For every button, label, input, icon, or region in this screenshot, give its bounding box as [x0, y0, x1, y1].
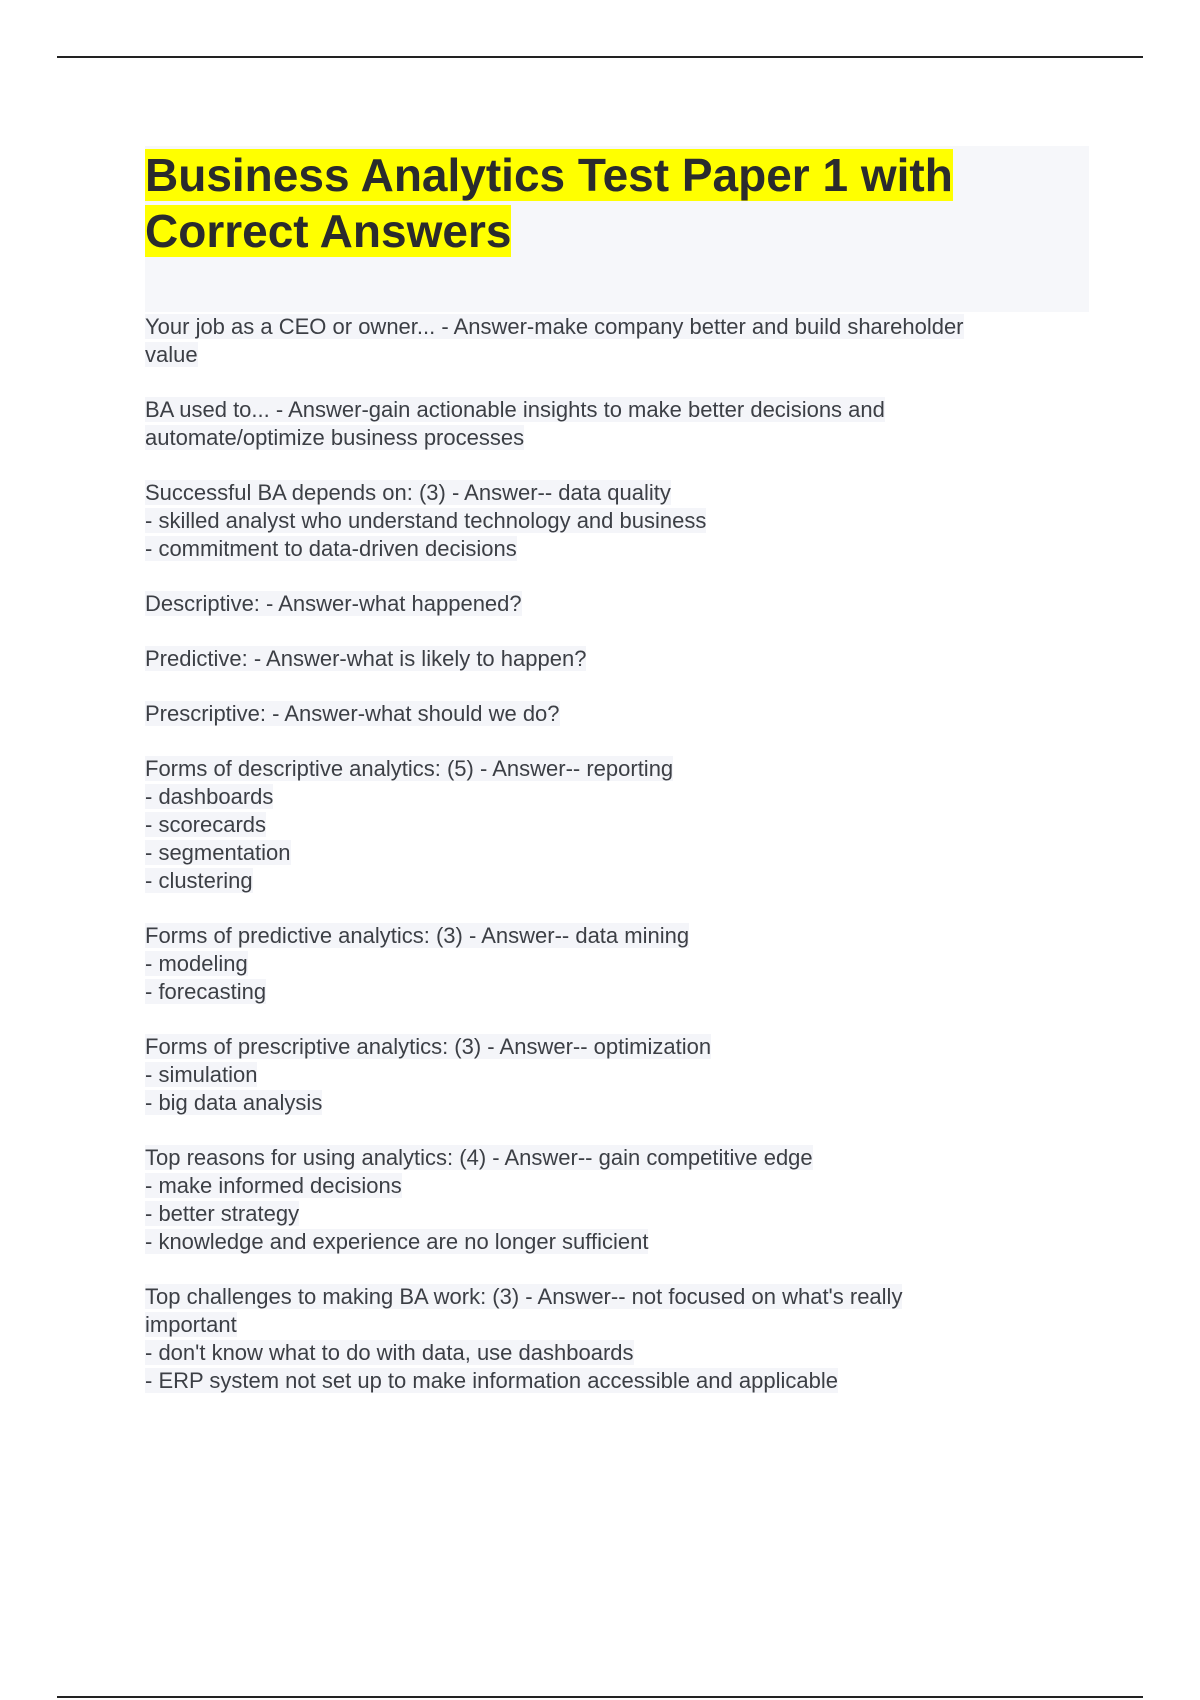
qa-list — [145, 313, 1075, 1422]
qa-line-wrapper — [145, 1367, 1075, 1395]
qa-question-line: Descriptive: - Answer-what happened? — [145, 591, 522, 616]
qa-question-line: Top reasons for using analytics: (4) - Answer-- gain competitive edge — [145, 1145, 813, 1170]
qa-line-wrapper — [145, 645, 1075, 673]
qa-line-wrapper — [145, 1200, 1075, 1228]
qa-answer-line: - simulation — [145, 1062, 258, 1087]
qa-question-line: Forms of descriptive analytics: (5) - Answer-- reporting — [145, 756, 674, 781]
qa-line-wrapper — [145, 1283, 1075, 1311]
qa-answer-line: automate/optimize business processes — [145, 425, 525, 450]
qa-line-wrapper — [145, 978, 1075, 1006]
qa-question-line: Predictive: - Answer-what is likely to happen? — [145, 646, 587, 671]
qa-line-wrapper — [145, 424, 1075, 452]
qa-answer-line: - forecasting — [145, 979, 267, 1004]
qa-item — [145, 922, 1075, 1006]
qa-answer-line: - segmentation — [145, 840, 291, 865]
qa-answer-line: - knowledge and experience are no longer sufficient — [145, 1229, 649, 1254]
qa-line-wrapper — [145, 479, 1075, 507]
qa-item — [145, 590, 1075, 618]
qa-item — [145, 755, 1075, 895]
qa-question-line: Successful BA depends on: (3) - Answer-- data quality — [145, 480, 671, 505]
qa-line-wrapper — [145, 839, 1075, 867]
qa-question-line: Your job as a CEO or owner... - Answer-make company better and build shareholder — [145, 314, 964, 339]
title-block — [145, 146, 1089, 312]
qa-line-wrapper — [145, 1311, 1075, 1339]
qa-question-line: Forms of predictive analytics: (3) - Answer-- data mining — [145, 923, 690, 948]
qa-answer-line: - dashboards — [145, 784, 274, 809]
qa-line-wrapper — [145, 867, 1075, 895]
qa-line-wrapper — [145, 700, 1075, 728]
qa-line-wrapper — [145, 1228, 1075, 1256]
qa-answer-line: - commitment to data-driven decisions — [145, 536, 517, 561]
qa-line-wrapper — [145, 1089, 1075, 1117]
qa-item — [145, 1283, 1075, 1395]
qa-line-wrapper — [145, 590, 1075, 618]
qa-item — [145, 1144, 1075, 1256]
bottom-rule — [57, 1696, 1143, 1698]
qa-line-wrapper — [145, 535, 1075, 563]
title-line-1: Business Analytics Test Paper 1 with — [145, 149, 953, 201]
qa-answer-line: - skilled analyst who understand technology and business — [145, 508, 707, 533]
qa-answer-line: - make informed decisions — [145, 1173, 402, 1198]
qa-line-wrapper — [145, 811, 1075, 839]
top-rule — [57, 56, 1143, 58]
document-title — [145, 146, 1089, 259]
qa-answer-line: - better strategy — [145, 1201, 300, 1226]
qa-line-wrapper — [145, 1339, 1075, 1367]
qa-line-wrapper — [145, 507, 1075, 535]
qa-item — [145, 313, 1075, 369]
qa-line-wrapper — [145, 1144, 1075, 1172]
qa-answer-line: - don't know what to do with data, use dashboards — [145, 1340, 634, 1365]
qa-answer-line: important — [145, 1312, 237, 1337]
qa-question-line: Top challenges to making BA work: (3) - Answer-- not focused on what's really — [145, 1284, 903, 1309]
qa-line-wrapper — [145, 1172, 1075, 1200]
qa-item — [145, 396, 1075, 452]
qa-item — [145, 1033, 1075, 1117]
qa-line-wrapper — [145, 755, 1075, 783]
qa-answer-line: - ERP system not set up to make information accessible and applicable — [145, 1368, 838, 1393]
qa-line-wrapper — [145, 950, 1075, 978]
qa-answer-line: - modeling — [145, 951, 248, 976]
qa-line-wrapper — [145, 922, 1075, 950]
qa-item — [145, 479, 1075, 563]
qa-answer-line: - scorecards — [145, 812, 267, 837]
qa-line-wrapper — [145, 396, 1075, 424]
qa-answer-line: value — [145, 342, 198, 367]
qa-item — [145, 700, 1075, 728]
qa-question-line: Forms of prescriptive analytics: (3) - Answer-- optimization — [145, 1034, 712, 1059]
qa-question-line: BA used to... - Answer-gain actionable insights to make better decisions and — [145, 397, 885, 422]
qa-question-line: Prescriptive: - Answer-what should we do? — [145, 701, 560, 726]
title-line-2: Correct Answers — [145, 205, 512, 257]
qa-line-wrapper — [145, 783, 1075, 811]
qa-line-wrapper — [145, 341, 1075, 369]
qa-line-wrapper — [145, 1033, 1075, 1061]
qa-answer-line: - clustering — [145, 868, 253, 893]
qa-item — [145, 645, 1075, 673]
qa-answer-line: - big data analysis — [145, 1090, 323, 1115]
qa-line-wrapper — [145, 313, 1075, 341]
qa-line-wrapper — [145, 1061, 1075, 1089]
